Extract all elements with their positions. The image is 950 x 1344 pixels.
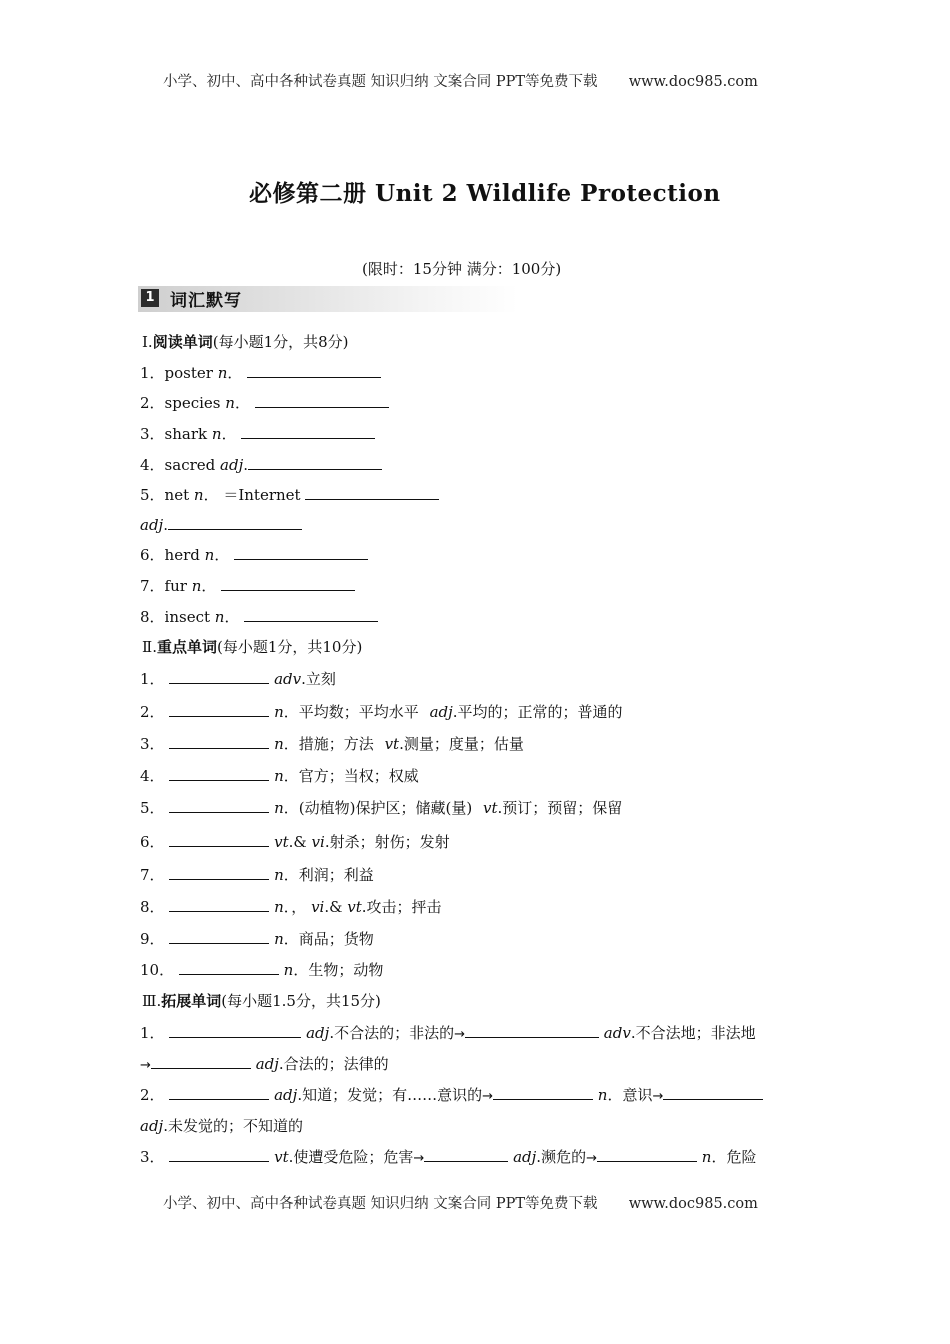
answer-blank[interactable] — [169, 669, 269, 684]
answer-blank[interactable] — [169, 1023, 301, 1038]
answer-blank[interactable] — [151, 1054, 251, 1069]
answer-blank[interactable] — [465, 1023, 599, 1038]
arrow-icon: → — [586, 1151, 597, 1166]
answer-blank[interactable] — [247, 363, 381, 378]
part1-score: (每小题1分，共8分) — [212, 333, 349, 351]
list-item-continued: adj.未发觉的；不知道的 — [140, 1117, 303, 1135]
answer-blank[interactable] — [168, 515, 302, 530]
list-item: 7．fur n． — [140, 576, 355, 596]
answer-blank[interactable] — [169, 734, 269, 749]
part2-num: Ⅱ. — [142, 638, 157, 656]
list-item: 5．net n． ＝Internet — [140, 485, 439, 505]
part1-title: 阅读单词 — [152, 333, 213, 351]
list-item: 7． n．利润；利益 — [140, 866, 374, 884]
list-item: 8．insect n． — [140, 607, 378, 627]
page-title: 必修第二册 Unit 2 Wildlife Protection — [249, 180, 721, 207]
list-item: 8． n．， vi.& vt.攻击；抨击 — [140, 898, 442, 916]
part3-score: (每小题1.5分，共15分) — [221, 992, 381, 1010]
part3-num: Ⅲ. — [142, 992, 162, 1010]
arrow-icon: → — [652, 1089, 664, 1104]
answer-blank[interactable] — [255, 393, 389, 408]
list-item: 5． n．(动植物)保护区；储藏(量) vt.预订；预留；保留 — [140, 799, 623, 817]
list-item: 1． adj.不合法的；非法的→ adv.不合法地；非法地 — [140, 1024, 756, 1042]
list-item: 2． adj.知道；发觉；有……意识的→ n．意识→ — [140, 1085, 763, 1107]
answer-blank[interactable] — [169, 702, 269, 717]
part3-heading — [142, 991, 381, 1011]
part2-score: (每小题1分，共10分) — [216, 638, 363, 656]
header-url: www.doc985.com — [628, 74, 758, 90]
arrow-icon: → — [140, 1058, 151, 1073]
part1-num: Ⅰ. — [142, 333, 153, 351]
footer-text: 小学、初中、高中各种试卷真题 知识归纳 文案合同 PPT等免费下载 — [163, 1196, 598, 1212]
list-item: adj. — [140, 515, 302, 535]
answer-blank[interactable] — [244, 607, 378, 622]
answer-blank[interactable] — [248, 455, 382, 470]
section-number: 1 — [141, 289, 159, 307]
answer-blank[interactable] — [169, 832, 269, 847]
page-header — [163, 70, 758, 91]
part2-title: 重点单词 — [156, 638, 217, 656]
list-item: 3．shark n． — [140, 424, 375, 444]
page-footer — [163, 1192, 758, 1213]
answer-blank[interactable] — [169, 929, 269, 944]
list-item: 2．species n． — [140, 393, 389, 413]
answer-blank[interactable] — [424, 1147, 508, 1162]
answer-blank[interactable] — [169, 766, 269, 781]
answer-blank[interactable] — [169, 1085, 269, 1100]
answer-blank[interactable] — [179, 960, 279, 975]
part1-heading — [142, 332, 349, 352]
list-item: 3． vt.使遭受危险；危害→ adj.濒危的→ n．危险 — [140, 1148, 757, 1166]
part2-heading — [142, 637, 362, 657]
section-title: 词汇默写 — [170, 291, 242, 311]
list-item: 4．sacred adj. — [140, 455, 382, 475]
list-item: 9． n．商品；货物 — [140, 930, 374, 948]
answer-blank[interactable] — [169, 865, 269, 880]
time-limit: (限时：15分钟 满分：100分) — [362, 260, 562, 278]
answer-blank[interactable] — [169, 798, 269, 813]
list-item: 1． adv.立刻 — [140, 670, 336, 688]
list-item-continued: → adj.合法的；法律的 — [140, 1055, 389, 1073]
list-item: 2． n．平均数；平均水平 adj.平均的；正常的；普通的 — [140, 703, 623, 721]
answer-blank[interactable] — [241, 424, 375, 439]
answer-blank[interactable] — [221, 576, 355, 591]
answer-blank[interactable] — [169, 1147, 269, 1162]
header-text: 小学、初中、高中各种试卷真题 知识归纳 文案合同 PPT等免费下载 — [163, 74, 598, 90]
list-item: 4． n．官方；当权；权威 — [140, 767, 419, 785]
arrow-icon: → — [413, 1151, 425, 1166]
answer-blank[interactable] — [597, 1147, 697, 1162]
list-item: 6． vt.& vi.射杀；射伤；发射 — [140, 833, 450, 851]
answer-blank[interactable] — [663, 1085, 763, 1100]
list-item: 10． n．生物；动物 — [140, 961, 384, 979]
answer-blank[interactable] — [493, 1085, 593, 1100]
part3-title: 拓展单词 — [161, 992, 222, 1010]
list-item: 1．poster n． — [140, 363, 381, 383]
arrow-icon: → — [482, 1089, 493, 1104]
answer-blank[interactable] — [234, 545, 368, 560]
footer-url: www.doc985.com — [628, 1196, 758, 1212]
answer-blank[interactable] — [305, 485, 439, 500]
answer-blank[interactable] — [169, 897, 269, 912]
list-item: 6．herd n． — [140, 545, 368, 565]
list-item: 3． n．措施；方法 vt.测量；度量；估量 — [140, 735, 524, 753]
arrow-icon: → — [454, 1027, 465, 1042]
